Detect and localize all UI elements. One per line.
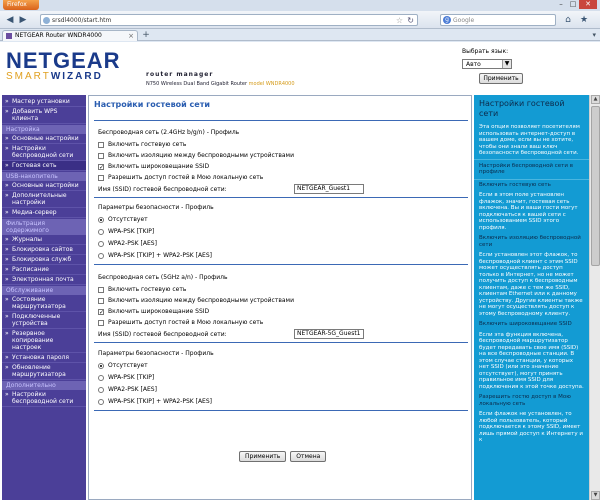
checkbox-label: Включить широковещание SSID [108,308,210,315]
logo-wizard: WIZARD [50,71,103,82]
checkbox-label: Разрешить доступ гостей в Мою локальную сеть [108,174,264,181]
sidebar-item-set-password[interactable]: » Установка пароля [2,353,86,363]
title-bar [0,0,600,11]
checkbox[interactable] [98,287,104,293]
sec5-option-mixed[interactable] [98,398,212,405]
sidebar-item-logs[interactable]: » Журналы [2,235,86,245]
checkbox-label: Разрешить доступ гостей в Мою локальную сеть [108,319,264,326]
page-content [0,42,600,500]
help-item-title: Разрешить гостю доступ в Мою локальную сеть [479,394,571,407]
close-window-button[interactable]: ✕ [579,0,597,9]
tab-bar [0,29,600,41]
language-value: Авто [466,61,481,68]
bookmarks-icon[interactable]: ★ [579,15,589,25]
guest-network-form [88,95,472,500]
checkbox[interactable] [98,298,104,304]
band24-isolation-row[interactable] [98,152,294,159]
band5-enable-guest-row[interactable] [98,286,186,293]
radio-label: WPA-PSK [TKIP] [108,374,155,381]
netgear-logo: NETGEAR [6,48,121,73]
radio[interactable] [98,229,104,235]
radio[interactable] [98,241,104,247]
netgear-favicon-icon [6,33,12,39]
band24-enable-guest-row[interactable] [98,141,186,148]
checkbox[interactable] [98,142,104,148]
checkbox-label: Включить изоляцию между беспроводными устройствами [108,152,294,159]
divider [94,342,468,343]
sidebar-item-setup-wizard[interactable]: » Мастер установки [2,97,86,107]
help-panel [474,95,589,500]
address-bar[interactable] [40,14,418,26]
checkbox[interactable] [98,175,104,181]
sidebar-section-advanced: Дополнительно [2,381,86,390]
radio-label: WPA-PSK [TKIP] + WPA2-PSK [AES] [108,398,212,405]
band5-ssid-row [98,330,361,338]
sidebar-item-basic-settings[interactable]: » Основные настройки [2,134,86,144]
model-name: model WNDR4000 [248,81,295,87]
divider [94,197,468,198]
cancel-button[interactable]: Отмена [290,451,326,462]
checkbox-checked[interactable]: ✓ [99,163,105,171]
band5-ssid-broadcast-row[interactable] [98,308,209,315]
globe-icon [43,17,50,24]
chevron-down-icon[interactable]: ▼ [502,60,511,68]
apply-button[interactable]: Применить [239,451,286,462]
checkbox-label: Включить гостевую сеть [108,141,187,148]
url-text[interactable]: srsdl4000/start.htm [52,17,112,24]
band5-lan-access-row[interactable] [98,319,263,326]
apply-language-button[interactable]: Применить [479,73,523,84]
checkbox[interactable] [98,320,104,326]
ssid-label: Имя (SSID) гостевой беспроводной сети: [98,186,227,193]
sidebar-item-schedule[interactable]: » Расписание [2,265,86,275]
divider [94,120,468,121]
sidebar-item-advanced-wireless[interactable]: » Настройки беспроводной сети [2,390,86,407]
page-title: Настройки гостевой сети [94,100,210,109]
divider [94,264,468,265]
sidebar-section-usb: USB-накопитель [2,172,86,181]
divider [94,410,468,411]
help-item-text: Если в этом поле установлен флажок, значит, гостевая сеть включена. Вы и ваши гости могут подключаться к вашей сети с использованием SSID этого профиля. [479,192,578,231]
help-item-text: Если эта функция включена, беспроводной маршрутизатор будет передавать свое имя (SSID) на все беспроводные станции. В этом случае станции, у которых нет SSID (или это значение отсутствует), могут принять правильное имя SSID для подключения к этой точке доступа. [479,331,584,390]
radio-label: WPA2-PSK [AES] [108,386,157,393]
new-tab-button[interactable]: + [142,30,150,40]
checkbox-label: Включить гостевую сеть [108,286,187,293]
scroll-up-icon[interactable]: ▲ [591,95,600,104]
sidebar-section-content-filtering: Фильтрация содержимого [2,219,86,235]
model-description: N750 Wireless Dual Band Gigabit Router [146,81,248,87]
scroll-down-icon[interactable]: ▼ [591,491,600,500]
sidebar-item-router-update[interactable]: » Обновление маршрутизатора [2,363,86,380]
checkbox-label: Включить изоляцию между беспроводными устройствами [108,297,294,304]
google-icon: g [443,16,451,24]
search-placeholder[interactable]: Google [453,17,475,24]
router-header [0,42,600,92]
sec24-option-mixed[interactable] [98,252,212,259]
help-scrollbar[interactable] [589,95,600,500]
checkbox[interactable] [98,153,104,159]
router-manager-label: router manager [146,71,214,78]
sec24-option-none[interactable] [98,216,148,223]
radio-label: WPA2-PSK [AES] [108,240,157,247]
tab-title: NETGEAR Router WNDR4000 [15,32,102,39]
help-item-text: Если установлен этот флажок, то беспроводной клиент с этим SSID может осуществлять доступ только в Интернет, но не может получить доступ к беспроводным клиентам, даже с тем же SSID, клиентам Ethernet или к данному устройству. Другие клиенты также не могут осуществлять доступ к этому беспроводному клиенту. [479,252,583,317]
sec5-title: Параметры безопасности - Профиль [98,350,214,357]
form-buttons [239,451,330,462]
band5-profile-title: Беспроводная сеть (5GHz a/n) - Профиль [98,274,228,281]
sidebar-section-maintenance: Обслуживание [2,286,86,295]
sec24-title: Параметры безопасности - Профиль [98,204,214,211]
sec24-option-wpa2[interactable] [98,240,157,247]
maximize-button[interactable]: □ [569,0,577,8]
sec5-option-wpa2[interactable] [98,386,157,393]
sidebar-menu [2,95,86,500]
model-line [146,81,295,87]
firefox-menu-button[interactable]: Firefox [3,0,39,10]
help-title: Настройки гостевой сети [479,99,565,118]
checkbox-checked[interactable]: ✓ [99,308,105,316]
ssid-label: Имя (SSID) гостевой беспроводной сети: [98,331,227,338]
band24-profile-title: Беспроводная сеть (2.4GHz b/g/n) - Профиль [98,129,240,136]
radio-selected[interactable] [98,217,104,223]
sidebar-item-attached-devices[interactable]: » Подключенные устройства [2,312,86,329]
band24-ssid-row [98,185,351,193]
sec5-option-none[interactable] [98,362,148,369]
sidebar-item-backup-settings[interactable]: » Резервное копирование настроек [2,329,86,353]
band24-lan-access-row[interactable] [98,174,263,181]
radio[interactable] [98,399,104,405]
sidebar-item-media-server[interactable]: » Медиа-сервер [2,208,86,218]
help-item-title: Включить гостевую сеть [479,181,551,188]
navigation-toolbar [0,11,600,29]
smartwizard-logo [6,71,103,82]
band5-ssid-input[interactable]: NETGEAR-5G_Guest1 [294,329,364,339]
scroll-thumb[interactable] [591,106,600,266]
sidebar-item-block-services[interactable]: » Блокировка служб [2,255,86,265]
language-label: Выбрать язык: [462,48,509,55]
help-subheading: Настройки беспроводной сети в профиле [474,159,589,180]
checkbox-label: Включить широковещание SSID [108,163,210,170]
help-item-text: Если флажок не установлен, то любой пользователь, который подключается к этому SSID, имеет лишь прямой доступ к Интернету и к [479,411,583,443]
forward-icon[interactable]: ▶ [19,15,27,25]
home-icon[interactable]: ⌂ [565,15,571,25]
sec5-option-wpa[interactable] [98,374,154,381]
sidebar-item-email[interactable]: » Электронная почта [2,275,86,285]
logo-smart: SMART [6,71,51,82]
band24-ssid-input[interactable]: NETGEAR_Guest1 [294,184,364,194]
sidebar-item-guest-network[interactable]: » Гостевая сеть [2,161,86,171]
radio[interactable] [98,387,104,393]
bookmark-star-icon[interactable]: ☆ [395,16,403,25]
band5-isolation-row[interactable] [98,297,294,304]
sidebar-item-usb-advanced[interactable]: » Дополнительные настройки [2,191,86,208]
radio-label: Отсутствует [108,216,148,223]
back-icon[interactable]: ◀ [6,15,14,25]
radio[interactable] [98,253,104,259]
browser-tab[interactable] [2,30,138,41]
radio[interactable] [98,375,104,381]
help-item-title: Включить изоляцию беспроводной сети [479,235,581,248]
radio-label: Отсутствует [108,362,148,369]
sidebar-item-router-status[interactable]: » Состояние маршрутизатора [2,295,86,312]
radio-label: WPA-PSK [TKIP] [108,228,155,235]
sidebar-item-block-sites[interactable]: » Блокировка сайтов [2,245,86,255]
sidebar-item-add-wps[interactable]: » Добавить WPS клиента [2,107,86,124]
minimize-button[interactable]: – [559,0,563,8]
help-intro: Эта опция позволяет посетителям использовать интернет-доступ в вашем доме, если вы не хотите, чтобы они знали ваш ключ безопасности беспроводной сети. [479,124,580,156]
search-bar[interactable] [440,14,556,26]
reload-icon[interactable]: ↻ [407,16,414,25]
close-tab-icon[interactable]: × [128,32,134,40]
sidebar-item-usb-basic[interactable]: » Основные настройки [2,181,86,191]
window-controls [555,0,597,10]
sec24-option-wpa[interactable] [98,228,154,235]
language-select[interactable] [462,59,512,69]
help-item-title: Включить широковещание SSID [479,321,572,327]
tab-list-icon[interactable]: ▾ [592,31,596,39]
radio-selected[interactable] [98,363,104,369]
sidebar-item-wireless-settings[interactable]: » Настройки беспроводной сети [2,144,86,161]
sidebar-section-setup: Настройка [2,125,86,134]
radio-label: WPA-PSK [TKIP] + WPA2-PSK [AES] [108,252,212,259]
band24-ssid-broadcast-row[interactable] [98,163,209,170]
